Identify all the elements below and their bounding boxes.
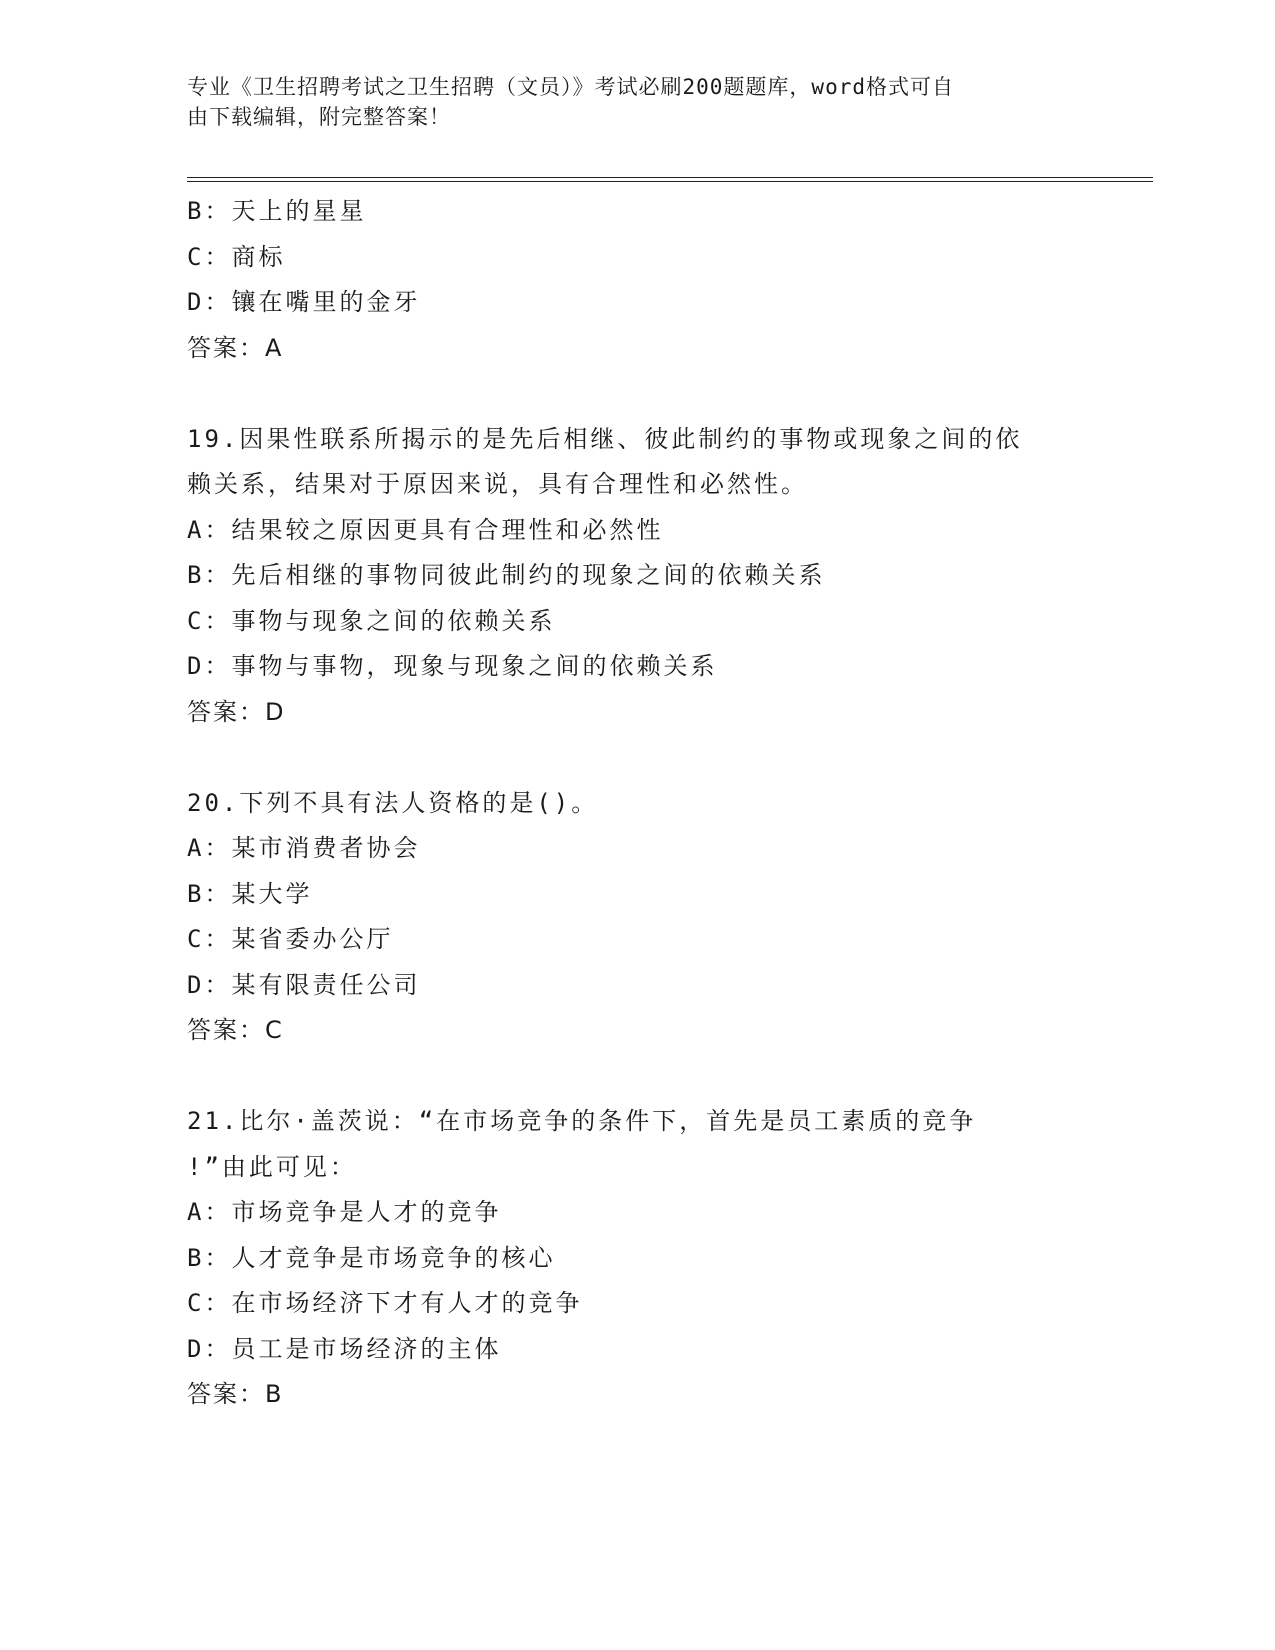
option-d: D：镶在嘴里的金牙 xyxy=(187,288,421,316)
question-19 xyxy=(187,417,1087,736)
question-stem: 19.因果性联系所揭示的是先后相继、彼此制约的事物或现象之间的依 xyxy=(187,424,1023,453)
option-c: C：商标 xyxy=(187,242,286,271)
header-divider-top xyxy=(187,177,1153,178)
question-stem: 21.比尔·盖茨说：“在市场竞争的条件下，首先是员工素质的竞争 xyxy=(187,1107,977,1135)
option-a: A：市场竞争是人才的竞争 xyxy=(187,1198,502,1226)
spacer xyxy=(187,1054,1087,1100)
question-stem: !”由此可见： xyxy=(187,1152,357,1181)
option-d: D：某有限责任公司 xyxy=(187,970,421,999)
answer-line: 答案：B xyxy=(187,1380,284,1408)
answer-line: 答案：D xyxy=(187,697,286,726)
option-a: A：某市消费者协会 xyxy=(187,834,421,862)
header-line-1: 专业《卫生招聘考试之卫生招聘（文员）》考试必刷200题题库，word格式可自 xyxy=(187,75,954,99)
question-list xyxy=(187,189,1087,1418)
previous-question-tail xyxy=(187,189,1087,371)
document-header xyxy=(187,72,1087,132)
question-20 xyxy=(187,781,1087,1054)
option-c: C：某省委办公厅 xyxy=(187,925,394,953)
option-c: C：在市场经济下才有人才的竞争 xyxy=(187,1289,583,1317)
question-21 xyxy=(187,1099,1087,1418)
option-b: B：人才竞争是市场竞争的核心 xyxy=(187,1243,556,1272)
option-b: B：某大学 xyxy=(187,879,313,908)
spacer xyxy=(187,371,1087,417)
option-c: C：事物与现象之间的依赖关系 xyxy=(187,606,556,635)
option-b: B：先后相继的事物同彼此制约的现象之间的依赖关系 xyxy=(187,561,826,589)
option-d: D：员工是市场经济的主体 xyxy=(187,1334,502,1363)
option-a: A：结果较之原因更具有合理性和必然性 xyxy=(187,515,664,544)
header-line-2: 由下载编辑，附完整答案！ xyxy=(187,105,451,129)
header-divider-bottom xyxy=(187,181,1153,182)
option-b: B：天上的星星 xyxy=(187,197,367,225)
question-stem: 赖关系，结果对于原因来说，具有合理性和必然性。 xyxy=(187,470,808,498)
question-stem: 20.下列不具有法人资格的是()。 xyxy=(187,788,599,817)
answer-line: 答案：C xyxy=(187,1016,284,1044)
option-d: D：事物与事物，现象与现象之间的依赖关系 xyxy=(187,652,718,680)
spacer xyxy=(187,735,1087,781)
answer-line: 答案：A xyxy=(187,333,284,362)
